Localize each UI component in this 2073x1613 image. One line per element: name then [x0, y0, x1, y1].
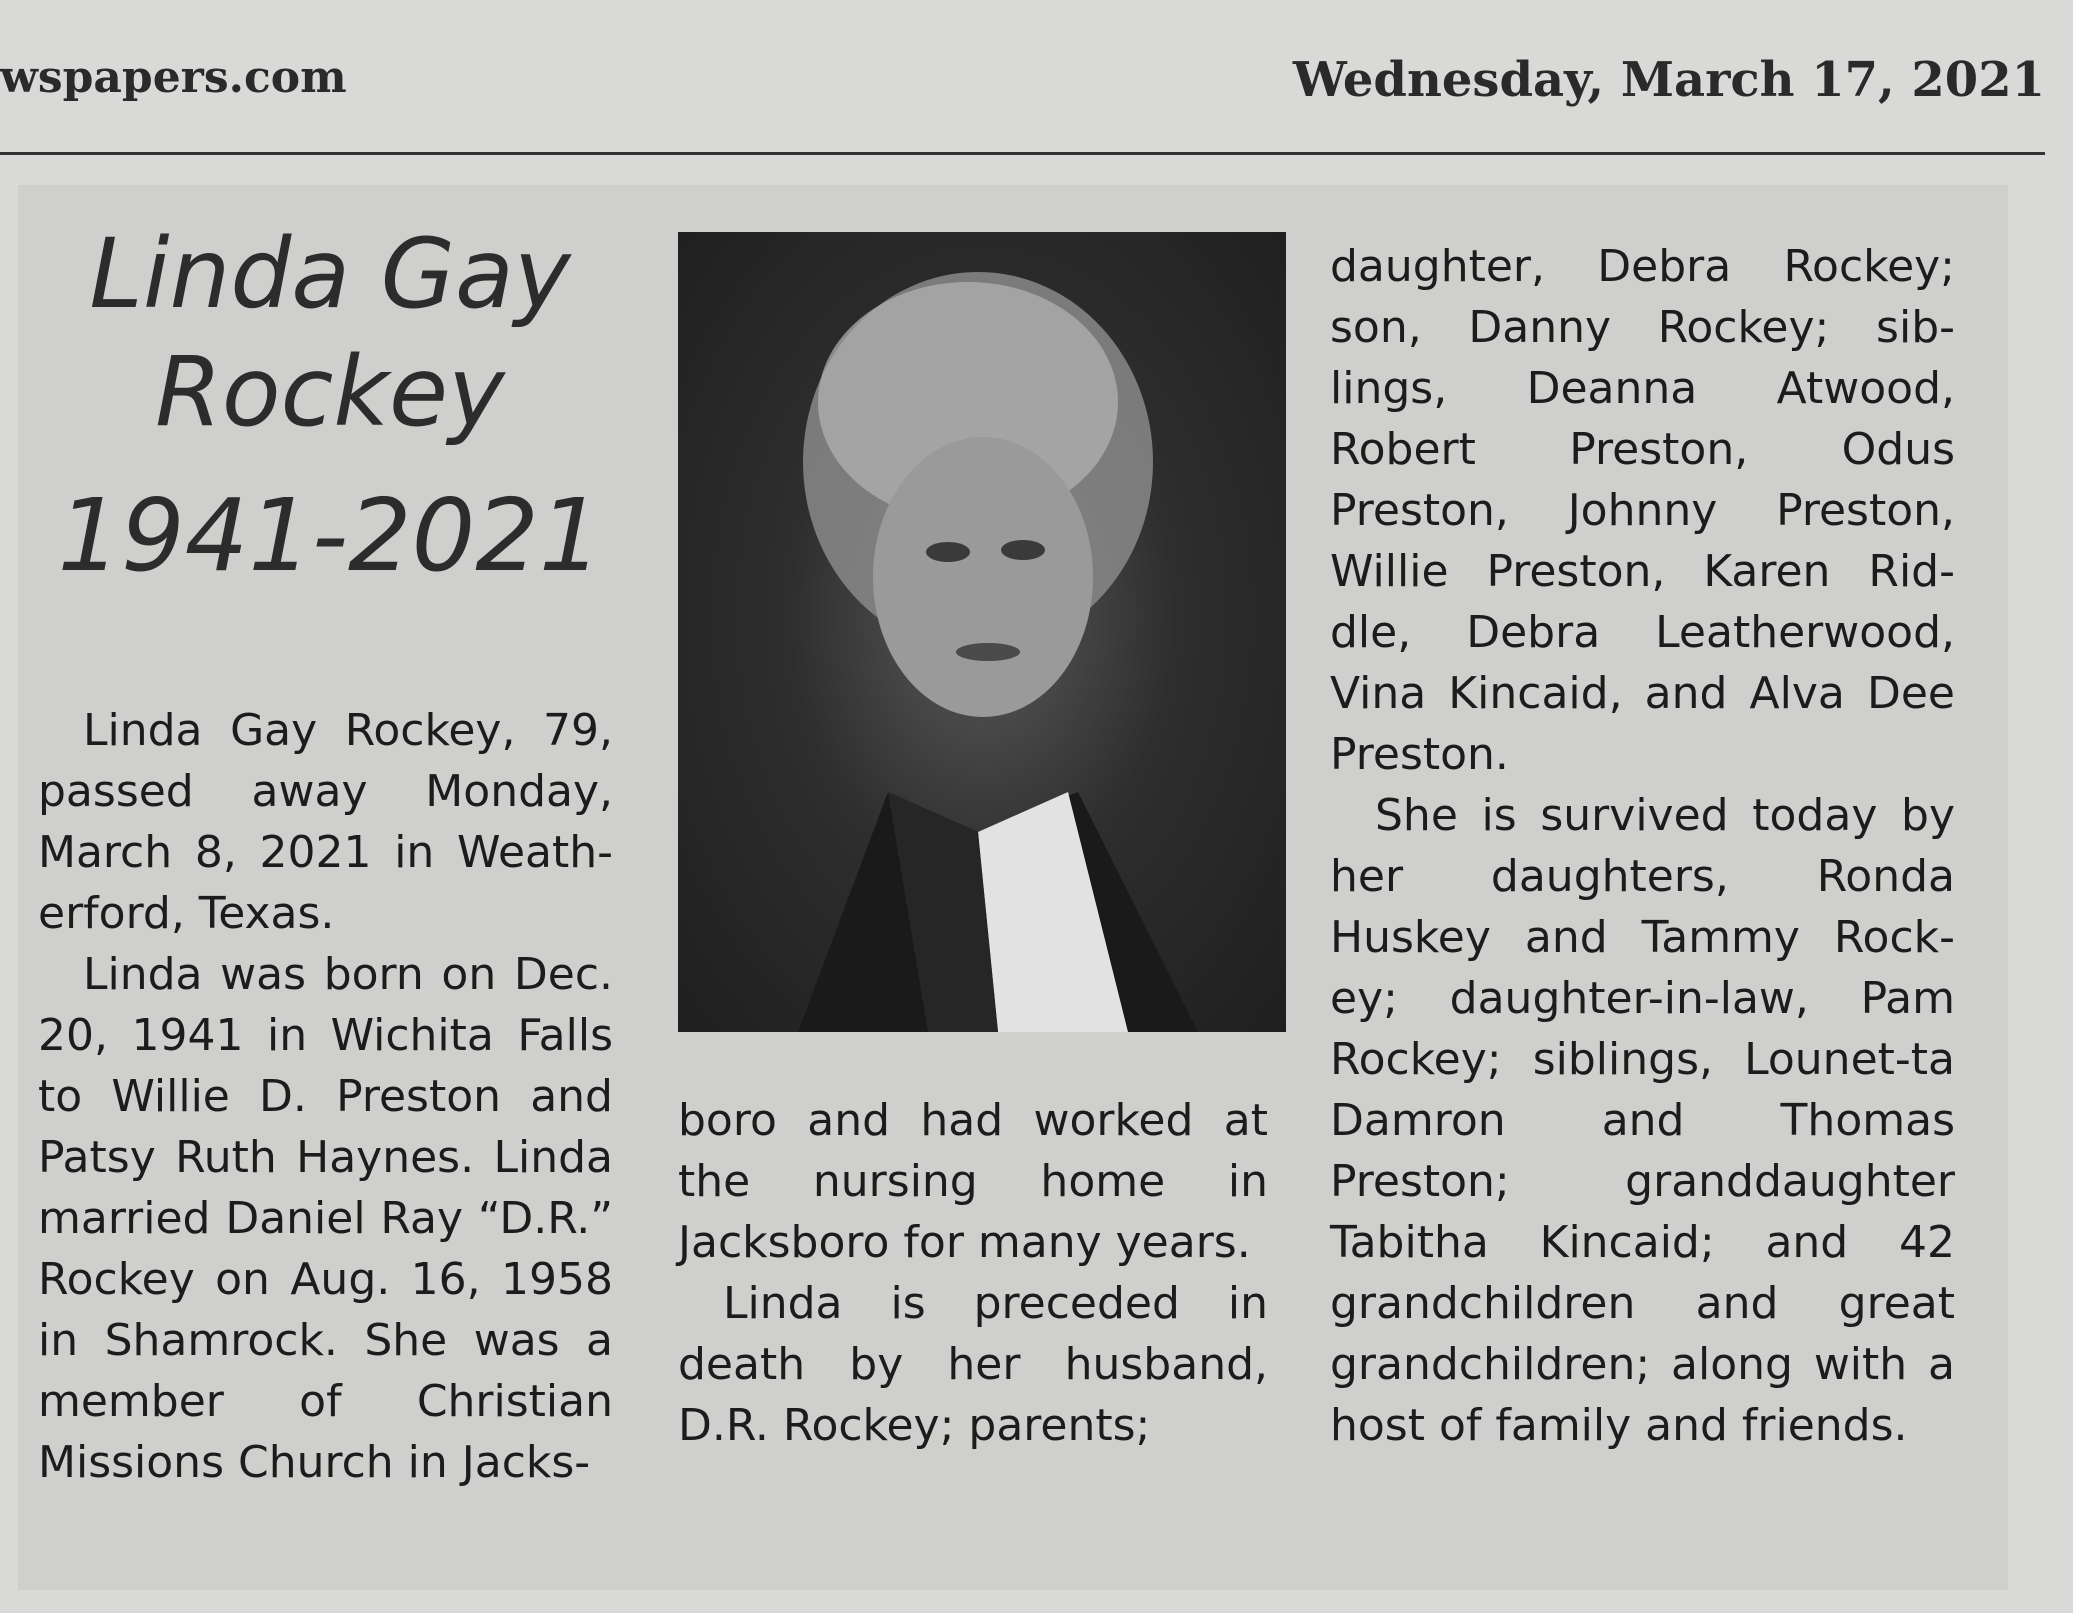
text-column-1 — [38, 700, 613, 1493]
text-column-2 — [678, 1090, 1268, 1456]
obituary-title — [40, 215, 620, 595]
portrait-photo — [678, 232, 1286, 1032]
name-line-1: Linda Gay — [89, 218, 571, 330]
paragraph: Linda is preceded in death by her husband, D.R. Rockey; parents; — [678, 1278, 1268, 1451]
issue-date: Wednesday, March 17, 2021 — [1292, 52, 2045, 108]
paragraph: daughter, Debra Rockey; son, Danny Rockey; sib-lings, Deanna Atwood, Robert Preston, Odus Preston, Johnny Preston, Willie Preston, Karen Rid-dle, Debra Leatherwood, Vina Kincaid, and Alva Dee Preston. — [1330, 241, 1955, 780]
text-column-3 — [1330, 236, 1955, 1456]
paragraph: Linda Gay Rockey, 79, passed away Monday, March 8, 2021 in Weath-erford, Texas. — [38, 705, 613, 939]
life-years: 1941-2021 — [57, 477, 603, 594]
header-rule — [0, 152, 2045, 155]
site-name: wspapers.com — [0, 52, 347, 103]
paragraph: boro and had worked at the nursing home in Jacksboro for many years. — [678, 1095, 1268, 1268]
portrait-image — [678, 232, 1286, 1032]
page-header — [0, 40, 2045, 130]
name-line-2: Rockey — [155, 336, 505, 448]
paragraph: Linda was born on Dec. 20, 1941 in Wichita Falls to Willie D. Preston and Patsy Ruth Haynes. Linda married Daniel Ray “D.R.” Rockey on Aug. 16, 1958 in Shamrock. She was a member of Christian Missions Church in Jacks- — [38, 949, 613, 1488]
paragraph: She is survived today by her daughters, Ronda Huskey and Tammy Rock-ey; daughter-in-law, Pam Rockey; siblings, Lounet-ta Damron and Thomas Preston; granddaughter Tabitha Kincaid; and 42 grandchildren and great grandchildren; along with a host of family and friends. — [1330, 790, 1955, 1451]
